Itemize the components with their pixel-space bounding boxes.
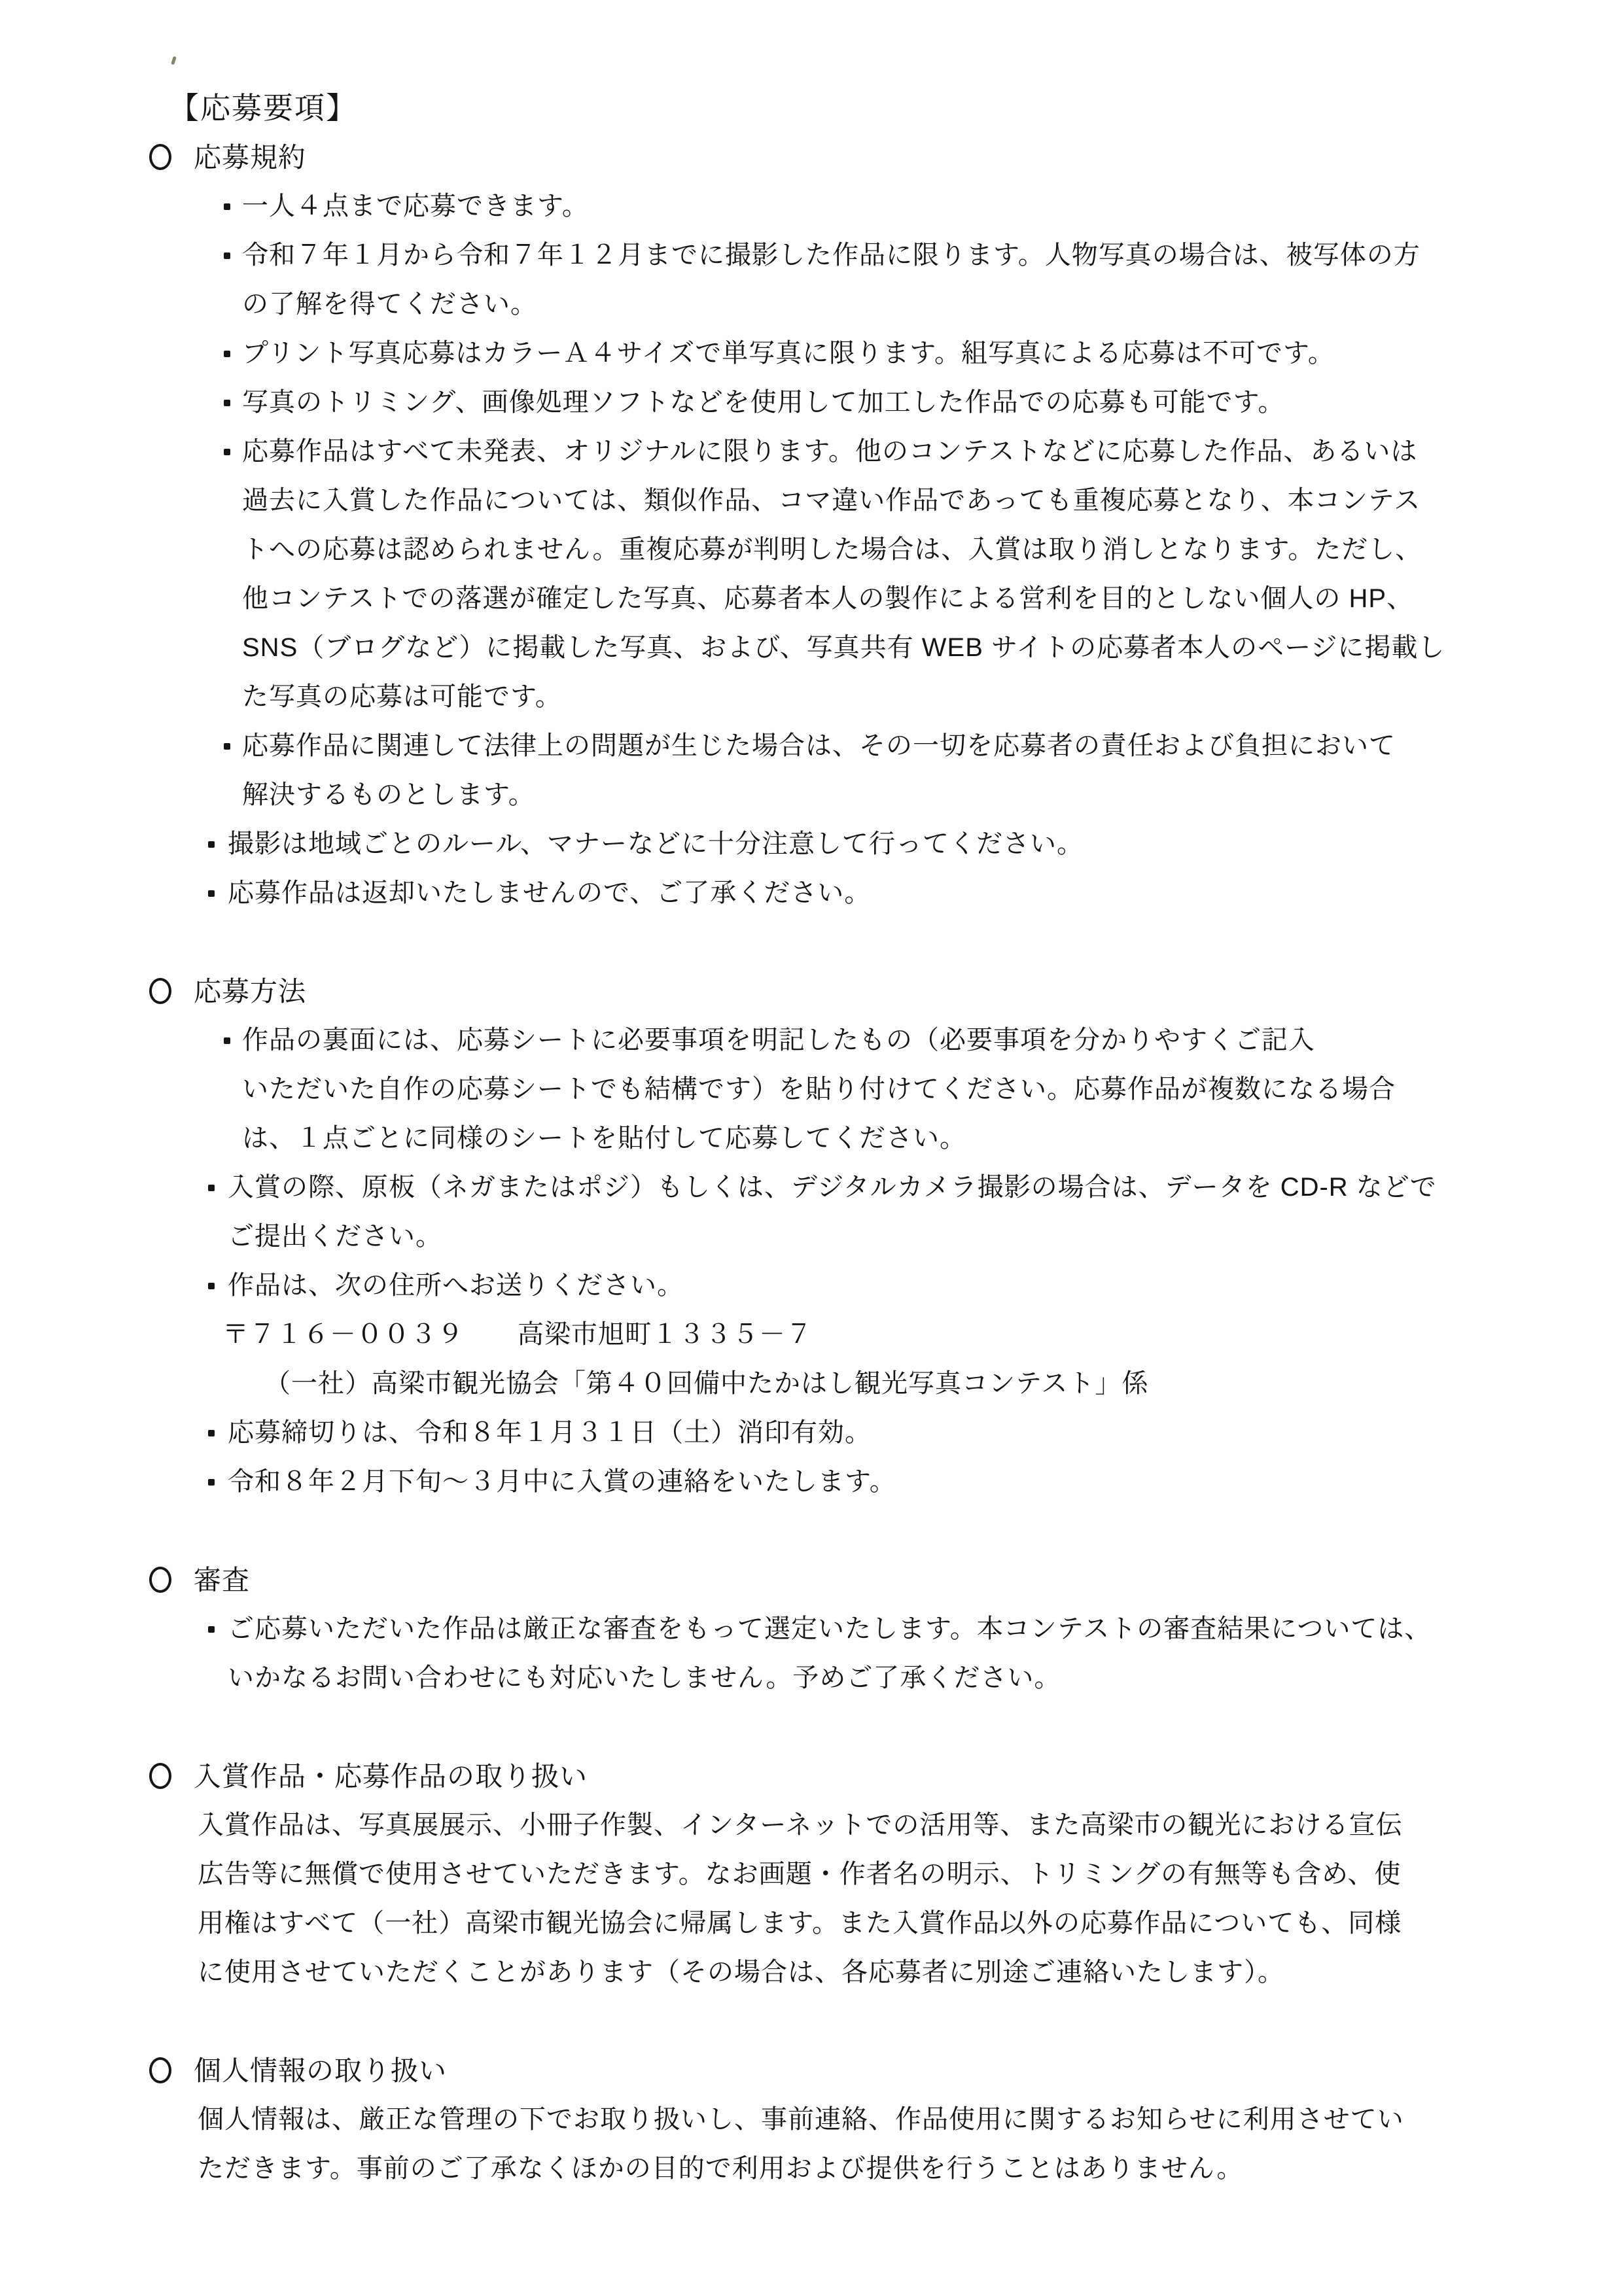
- bullet-line: [0, 1261, 1624, 1310]
- paragraph-line: [0, 1899, 1624, 1948]
- line-text: 他コンテストでの落選が確定した写真、応募者本人の製作による営利を目的としない個人の HP、: [242, 584, 1414, 613]
- section-heading-text: 入賞作品・応募作品の取り扱い: [194, 1761, 588, 1792]
- bullet-dot-icon: [224, 203, 230, 210]
- line-text: は、１点ごとに同様のシートを貼付して応募してください。: [242, 1124, 966, 1153]
- bullet-dot-icon: [224, 449, 230, 455]
- paragraph-line: [0, 1948, 1624, 1997]
- bullet-line: [0, 378, 1624, 427]
- line-text: 用権はすべて（一社）高梁市観光協会に帰属します。また入賞作品以外の応募作品についても、同様: [198, 1909, 1402, 1938]
- line-text: 応募作品に関連して法律上の問題が生じた場合は、その一切を応募者の責任および負担において: [242, 731, 1396, 760]
- section-heading-text: 応募規約: [194, 142, 307, 173]
- line-text: 過去に入賞した作品については、類似作品、コマ違い作品であっても重複応募となり、本コンテス: [242, 486, 1421, 515]
- page-title: [0, 84, 1624, 133]
- line-text: 〒７１６－００３９ 高梁市旭町１３３５－７: [222, 1320, 813, 1349]
- circle-marker-icon: [149, 978, 171, 1004]
- paragraph-line: [0, 1801, 1624, 1850]
- continuation-line: [0, 672, 1624, 722]
- section-method: [0, 967, 1624, 1506]
- section-rules-heading: [0, 133, 1624, 182]
- bullet-dot-icon: [208, 890, 215, 897]
- bullet-line: [0, 427, 1624, 476]
- bullet-dot-icon: [208, 1430, 215, 1436]
- line-text: SNS（ブログなど）に掲載した写真、および、写真共有 WEB サイトの応募者本人のページに掲載し: [242, 633, 1445, 662]
- bullet-dot-icon: [208, 1479, 215, 1486]
- bullet-dot-icon: [208, 1626, 215, 1633]
- bullet-dot-icon: [208, 1283, 215, 1289]
- bullet-line: [0, 231, 1624, 280]
- section-privacy-heading: [0, 2046, 1624, 2095]
- bullet-line: [0, 722, 1624, 771]
- address-line-recipient: [0, 1359, 1624, 1408]
- bullet-line: [0, 1408, 1624, 1457]
- bullet-line: [0, 329, 1624, 378]
- bullet-dot-icon: [224, 351, 230, 357]
- line-text: の了解を得てください。: [242, 290, 537, 319]
- continuation-line: [0, 525, 1624, 574]
- paragraph-line: [0, 2144, 1624, 2193]
- line-text: 応募締切りは、令和８年１月３１日（土）消印有効。: [228, 1418, 872, 1447]
- paragraph-line: [0, 2095, 1624, 2144]
- line-text: 写真のトリミング、画像処理ソフトなどを使用して加工した作品での応募も可能です。: [242, 388, 1285, 417]
- section-judging-heading: [0, 1556, 1624, 1605]
- bullet-dot-icon: [224, 400, 230, 406]
- circle-marker-icon: [149, 2057, 171, 2083]
- section-usage: [0, 1752, 1624, 1997]
- section-privacy: [0, 2046, 1624, 2193]
- circle-marker-icon: [149, 144, 171, 170]
- section-heading-text: 個人情報の取り扱い: [194, 2055, 448, 2086]
- line-text: 個人情報は、厳正な管理の下でお取り扱いし、事前連絡、作品使用に関するお知らせに利用させてい: [198, 2105, 1404, 2134]
- bullet-dot-icon: [224, 743, 230, 750]
- page-title-text: 【応募要項】: [169, 91, 357, 125]
- line-text: （一社）高梁市観光協会「第４０回備中たかはし観光写真コンテスト」係: [264, 1369, 1149, 1398]
- bullet-line: [0, 820, 1624, 869]
- continuation-line: [0, 1114, 1624, 1163]
- continuation-line: [0, 771, 1624, 820]
- line-text: 広告等に無償で使用させていただきます。なお画題・作者名の明示、トリミングの有無等も含め、使: [198, 1860, 1402, 1888]
- line-text: 令和８年２月下旬～３月中に入賞の連絡をいたします。: [228, 1467, 896, 1496]
- line-text: 作品の裏面には、応募シートに必要事項を明記したもの（必要事項を分かりやすくご記入: [242, 1026, 1315, 1054]
- address-line-postal: [0, 1310, 1624, 1359]
- line-text: に使用させていただくことがあります（その場合は、各応募者に別途ご連絡いたします）。: [198, 1958, 1284, 1987]
- circle-marker-icon: [149, 1567, 171, 1593]
- line-text: ただきます。事前のご了承なくほかの目的で利用および提供を行うことはありません。: [198, 2154, 1244, 2183]
- line-text: 解決するものとします。: [242, 780, 535, 809]
- line-text: 令和７年１月から令和７年１２月までに撮影した作品に限ります。人物写真の場合は、被写体の方: [242, 241, 1421, 270]
- line-text: ご提出ください。: [228, 1222, 442, 1251]
- continuation-line: [0, 1065, 1624, 1114]
- line-text: いかなるお問い合わせにも対応いたしません。予めご了承ください。: [228, 1663, 1061, 1692]
- bullet-dot-icon: [224, 1037, 230, 1044]
- bullet-line: [0, 869, 1624, 918]
- line-text: プリント写真応募はカラーＡ４サイズで単写真に限ります。組写真による応募は不可です。: [242, 339, 1335, 368]
- bullet-line: [0, 1605, 1624, 1654]
- section-usage-heading: [0, 1752, 1624, 1801]
- section-rules: [0, 133, 1624, 918]
- circle-marker-icon: [149, 1763, 171, 1789]
- continuation-line: [0, 280, 1624, 329]
- continuation-line: [0, 1212, 1624, 1261]
- line-text: ご応募いただいた作品は厳正な審査をもって選定いたします。本コンテストの審査結果については、: [228, 1614, 1432, 1643]
- section-heading-text: 審査: [194, 1565, 251, 1595]
- bullet-dot-icon: [224, 252, 230, 259]
- bullet-line: [0, 1457, 1624, 1506]
- document-body: [0, 84, 1624, 2193]
- section-judging: [0, 1556, 1624, 1703]
- line-text: 応募作品は返却いたしませんので、ご了承ください。: [228, 878, 872, 907]
- section-heading-text: 応募方法: [194, 976, 307, 1007]
- bullet-dot-icon: [208, 841, 215, 848]
- scan-speck-artifact: [171, 56, 177, 65]
- line-text: 応募作品はすべて未発表、オリジナルに限ります。他のコンテストなどに応募した作品、あるいは: [242, 437, 1418, 466]
- line-text: 作品は、次の住所へお送りください。: [228, 1271, 684, 1300]
- line-text: いただいた自作の応募シートでも結構です）を貼り付けてください。応募作品が複数になる場合: [242, 1075, 1396, 1104]
- paragraph-line: [0, 1850, 1624, 1899]
- line-text: 一人４点まで応募できます。: [242, 192, 589, 220]
- continuation-line: [0, 574, 1624, 623]
- section-method-heading: [0, 967, 1624, 1016]
- bullet-line: [0, 182, 1624, 231]
- continuation-line: [0, 1654, 1624, 1703]
- bullet-dot-icon: [208, 1185, 215, 1191]
- line-text: た写真の応募は可能です。: [242, 682, 562, 711]
- line-text: トへの応募は認められません。重複応募が判明した場合は、入賞は取り消しとなります。ただし、: [242, 535, 1422, 564]
- line-text: 入賞作品は、写真展展示、小冊子作製、インターネットでの活用等、また高梁市の観光における宣伝: [198, 1811, 1403, 1839]
- bullet-line: [0, 1016, 1624, 1065]
- line-text: 入賞の際、原板（ネガまたはポジ）もしくは、デジタルカメラ撮影の場合は、データを CD-R などで: [228, 1173, 1437, 1202]
- line-text: 撮影は地域ごとのルール、マナーなどに十分注意して行ってください。: [228, 829, 1084, 858]
- continuation-line: [0, 476, 1624, 525]
- bullet-line: [0, 1163, 1624, 1212]
- continuation-line: [0, 623, 1624, 672]
